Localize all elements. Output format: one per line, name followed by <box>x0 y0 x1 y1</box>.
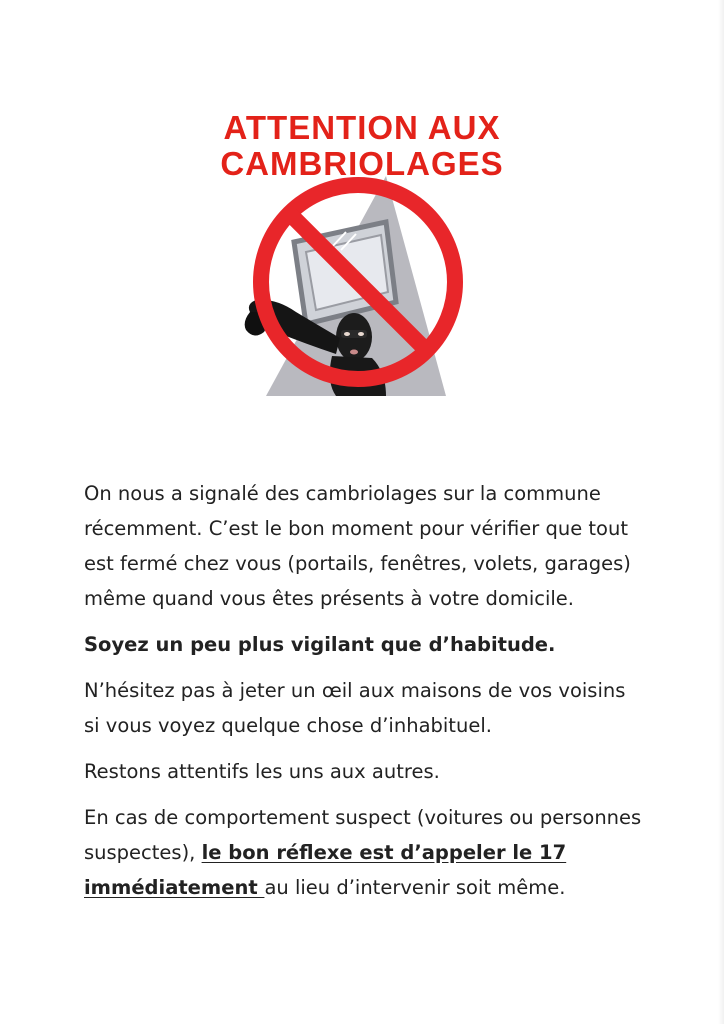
title-line-1: ATTENTION AUX <box>223 109 501 146</box>
paragraph-1: On nous a signalé des cambriolages sur la commune récemment. C’est le bon moment pour vérifier que tout est fermé chez vous (portails, fenêtres, volets, garages) même quand vous êtes présents à votre domicile. <box>84 482 631 610</box>
notice-body <box>84 476 644 916</box>
paragraph-4: Restons attentifs les uns aux autres. <box>84 760 440 783</box>
paragraph-5-start: En cas de comportement suspect (voitures ou personnes suspectes), <box>84 806 642 864</box>
paragraph-3: N’hésitez pas à jeter un œil aux maisons de vos voisins si vous voyez quelque chose d’inhabituel. <box>84 679 626 737</box>
paragraph-5 <box>84 800 644 905</box>
poster-title <box>0 110 724 182</box>
paragraph-2: Soyez un peu plus vigilant que d’habitude. <box>84 633 556 656</box>
emergency-call-emphasis: le bon réflexe est d’appeler le 17 immédiatement <box>84 841 567 899</box>
no-burglar-sign-icon <box>236 172 488 400</box>
title-line-2: CAMBRIOLAGES <box>220 145 504 182</box>
paragraph-5-end: au lieu d’intervenir soit même. <box>264 876 566 899</box>
